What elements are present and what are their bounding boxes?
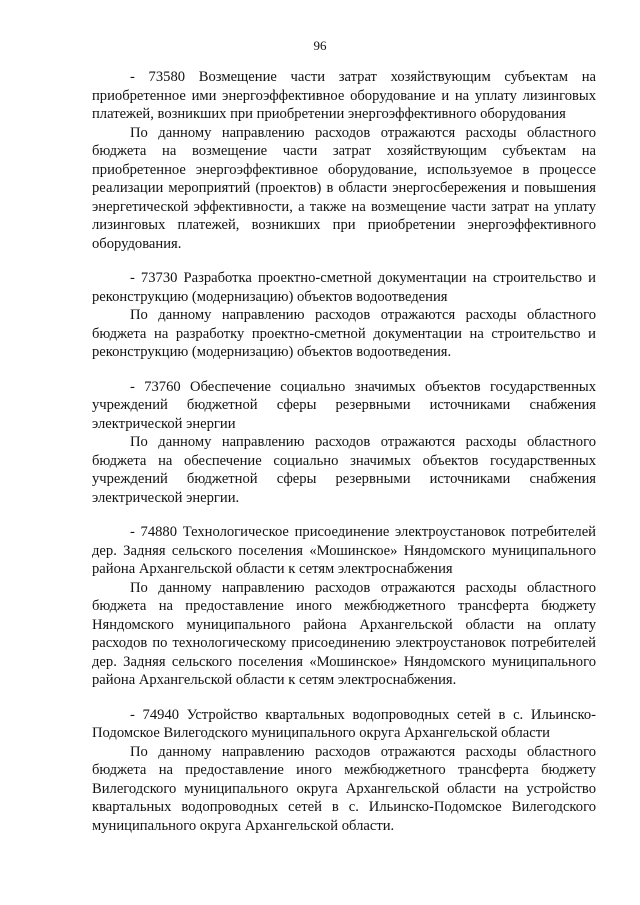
section-heading: - 74880 Технологическое присоединение электроустановок потребителей дер. Задняя сельского поселения «Мошинское» Няндомского муниципального района Архангельской области к сетям электроснабжения <box>92 524 596 577</box>
section-heading: - 73580 Возмещение части затрат хозяйствующим субъектам на приобретенное ими энергоэффективное оборудование и на уплату лизинговых платежей, возникших при приобретении энергоэффективного оборудования <box>92 69 596 122</box>
section-74880 <box>92 523 596 690</box>
section-73580 <box>92 68 596 253</box>
section-body: По данному направлению расходов отражаются расходы областного бюджета на обеспечение социально значимых объектов государственных учреждений бюджетной сферы резервными источниками снабжения электрической энергии. <box>92 434 596 506</box>
section-heading: - 73730 Разработка проектно-сметной документации на строительство и реконструкцию (модернизацию) объектов водоотведения <box>92 270 596 305</box>
section-74940 <box>92 706 596 836</box>
section-heading: - 73760 Обеспечение социально значимых объектов государственных учреждений бюджетной сферы резервными источниками снабжения электрической энергии <box>92 378 596 432</box>
section-body: По данному направлению расходов отражаются расходы областного бюджета на возмещение части затрат хозяйствующим субъектам на приобретенное энергоэффективное оборудование, используемое в процессе реализации мероприятий (проектов) в области энергосбережения и повышения энергетической эффективности, а также на возмещение части затрат на уплату лизинговых платежей, возникших при приобретении энергоэффективного оборудования. <box>92 124 596 252</box>
document-body <box>92 68 596 835</box>
section-heading: - 74940 Устройство квартальных водопроводных сетей в с. Ильинско-Подомское Вилегодского муниципального округа Архангельской области <box>92 706 596 741</box>
section-body: По данному направлению расходов отражаются расходы областного бюджета на предоставление иного межбюджетного трансферта бюджету Няндомского муниципального района Архангельской области на оплату расходов по технологическому присоединению электроустановок потребителей дер. Задняя сельского поселения «Мошинское» Няндомского муниципального района Архангельской области к сетям электроснабжения. <box>92 579 596 688</box>
section-73730 <box>92 269 596 362</box>
page-number: 96 <box>313 38 327 53</box>
section-body: По данному направлению расходов отражаются расходы областного бюджета на разработку проектно-сметной документации на строительство и реконструкцию (модернизацию) объектов водоотведения. <box>92 307 596 360</box>
section-73760 <box>92 378 596 508</box>
section-body: По данному направлению расходов отражаются расходы областного бюджета на предоставление иного межбюджетного трансферта бюджету Вилегодского муниципального округа Архангельской области на устройство квартальных водопроводных сетей в с. Ильинско-Подомское Вилегодского муниципального округа Архангельской области. <box>92 743 596 834</box>
